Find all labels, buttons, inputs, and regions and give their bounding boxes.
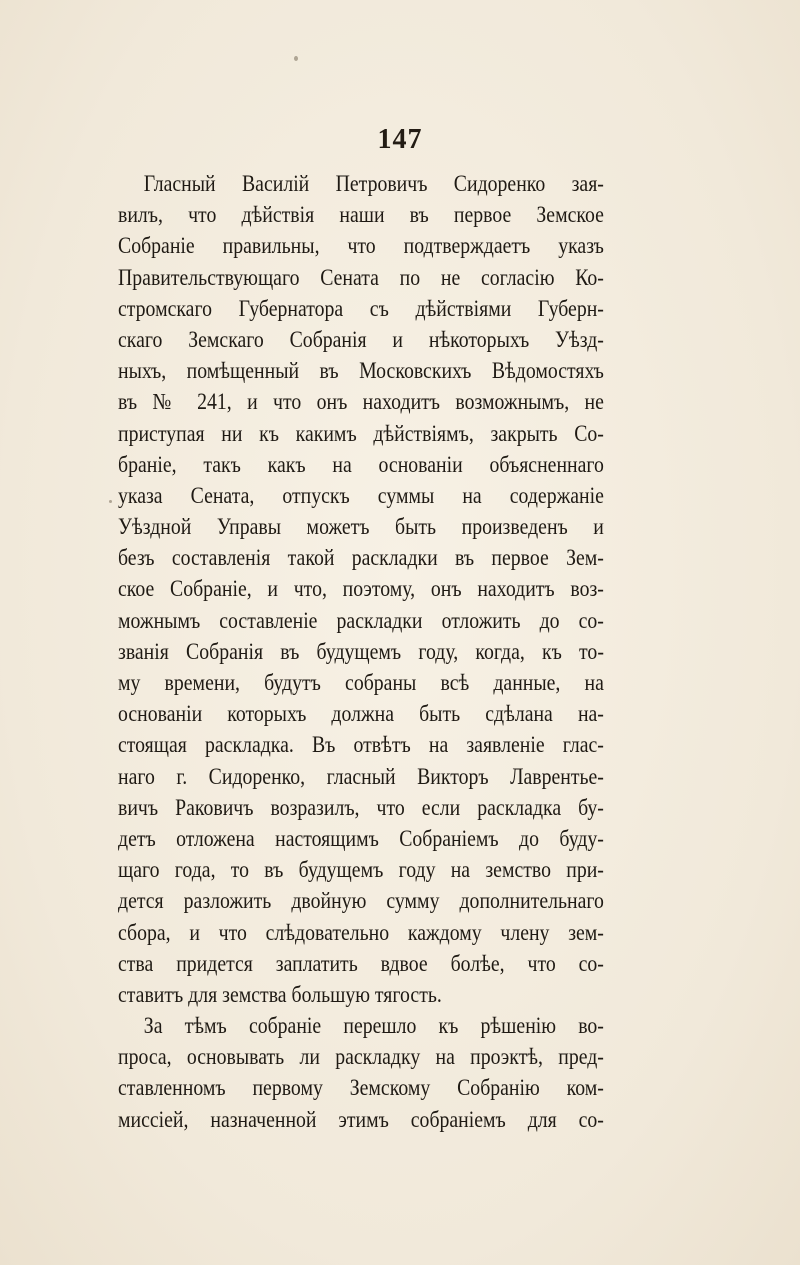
text-line: ства придется заплатить вдвое болѣе, что со-: [118, 950, 604, 976]
page-number: 147: [377, 124, 423, 155]
text-line: приступая ни къ какимъ дѣйствіямъ, закрыть Со-: [118, 420, 604, 446]
text-line: детъ отложена настоящимъ Собраніемъ до буду-: [118, 825, 604, 851]
text-line: Гласный Василій Петровичъ Сидоренко зая-: [143, 171, 604, 196]
ink-speck: [294, 56, 298, 61]
text-line: стромскаго Губернатора съ дѣйствіями Губерн-: [118, 295, 604, 321]
body-text: [118, 168, 604, 1135]
text-line: Правительствующаго Сената по не согласію Ко-: [118, 264, 604, 290]
ink-speck: [109, 500, 112, 503]
text-line: стоящая раскладка. Въ отвѣтъ на заявленіе глас-: [118, 732, 604, 758]
text-line: проса, основывать ли раскладку на проэктѣ, пред-: [118, 1044, 604, 1070]
text-line: указа Сената, отпускъ суммы на содержаніе: [118, 482, 604, 508]
text-line: сбора, и что слѣдовательно каждому члену зем-: [118, 919, 604, 945]
text-line: ныхъ, помѣщенный въ Московскихъ Вѣдомостяхъ: [118, 358, 604, 384]
text-line: За тѣмъ собраніе перешло къ рѣшенію во-: [143, 1013, 604, 1039]
text-line: ское Собраніе, и что, поэтому, онъ находитъ воз-: [118, 576, 604, 602]
text-line: ставитъ для земства большую тягость.: [118, 981, 442, 1007]
text-line: ставленномъ первому Земскому Собранію ком-: [118, 1075, 604, 1101]
text-line: Уѣздной Управы можетъ быть произведенъ и: [118, 514, 604, 540]
text-line: му времени, будутъ собраны всѣ данные, на: [118, 670, 604, 695]
text-line: званія Собранія въ будущемъ году, когда, къ то-: [118, 638, 604, 664]
text-line: наго г. Сидоренко, гласный Викторъ Лаврентье-: [118, 763, 604, 789]
text-line: безъ составленія такой раскладки въ первое Зем-: [118, 545, 604, 571]
text-line: дется разложить двойную сумму дополнительнаго: [118, 888, 604, 914]
text-line: скаго Земскаго Собранія и нѣкоторыхъ Уѣзд-: [118, 326, 604, 352]
text-line: въ № 241, и что онъ находитъ возможнымъ, не: [118, 389, 604, 415]
text-line: можнымъ составленіе раскладки отложить до со-: [118, 607, 604, 633]
text-line: вичъ Раковичъ возразилъ, что если раскладка бу-: [118, 794, 604, 820]
text-line: миссіей, назначенной этимъ собраніемъ для со-: [118, 1106, 604, 1132]
text-line: вилъ, что дѣйствія наши въ первое Земское: [118, 202, 604, 228]
text-line: Собраніе правильны, что подтверждаетъ указъ: [118, 233, 604, 259]
text-line: браніе, такъ какъ на основаніи объясненнаго: [118, 451, 604, 477]
text-line: щаго года, то въ будущемъ году на земство при-: [118, 857, 604, 883]
text-line: основаніи которыхъ должна быть сдѣлана на-: [118, 701, 604, 727]
